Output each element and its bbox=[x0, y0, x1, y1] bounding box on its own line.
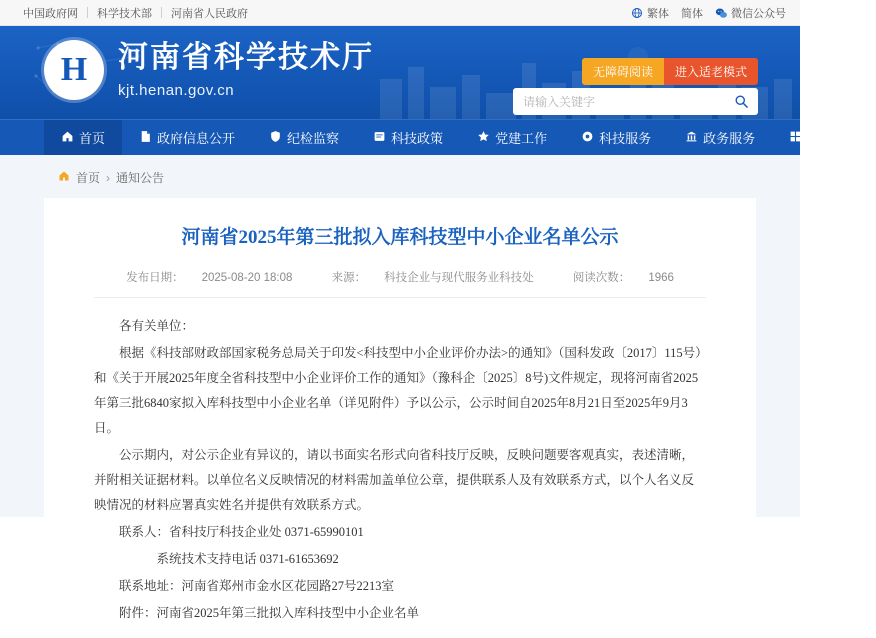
article-card bbox=[44, 198, 756, 638]
publish-date-value: 2025-08-20 18:08 bbox=[201, 271, 293, 284]
support-phone-value: 系统技术支持电话 0371-61653692 bbox=[156, 551, 339, 566]
search-icon[interactable] bbox=[732, 93, 750, 111]
top-links bbox=[14, 5, 257, 21]
top-utility-bar bbox=[0, 0, 800, 26]
banner-action-buttons bbox=[582, 58, 758, 85]
contact-person-value: 省科技厅科技企业处 0371-65990101 bbox=[169, 524, 364, 539]
nav-label-home: 首页 bbox=[79, 131, 106, 146]
contact-person-label: 联系人： bbox=[119, 524, 170, 539]
doc-icon bbox=[139, 130, 152, 146]
article-source bbox=[323, 272, 546, 284]
breadcrumb-separator: › bbox=[106, 170, 111, 185]
language-simplified[interactable] bbox=[681, 5, 703, 21]
paragraph-salutation: 各有关单位： bbox=[119, 318, 195, 333]
language-traditional[interactable] bbox=[631, 5, 669, 21]
shield-icon bbox=[269, 130, 282, 146]
logo-letter: H bbox=[60, 51, 88, 88]
nav-item-home[interactable] bbox=[44, 120, 122, 155]
globe-icon bbox=[631, 7, 643, 19]
nav-label-tech-service: 科技服务 bbox=[599, 131, 652, 146]
search-input[interactable] bbox=[521, 94, 732, 110]
site-title: 河南省科学技术厅 bbox=[118, 41, 374, 75]
wechat-icon bbox=[715, 7, 727, 19]
breadcrumb-item-home[interactable]: 首页 bbox=[76, 171, 101, 185]
wechat-label: 微信公众号 bbox=[731, 7, 786, 20]
views-value: 1966 bbox=[648, 271, 674, 284]
main-navigation bbox=[0, 119, 860, 155]
site-search[interactable] bbox=[513, 88, 758, 115]
home-icon bbox=[61, 130, 74, 146]
contact-address-line bbox=[94, 574, 706, 599]
breadcrumb bbox=[44, 155, 756, 198]
nav-item-gov-info[interactable] bbox=[122, 120, 252, 155]
star-icon bbox=[477, 130, 490, 146]
nav-item-policy[interactable] bbox=[356, 120, 460, 155]
top-link-gov-cn[interactable]: 中国政府网 bbox=[23, 7, 78, 20]
views-label: 阅读次数： bbox=[572, 271, 631, 284]
nav-label-policy: 科技政策 bbox=[391, 131, 444, 146]
paragraph-objection: 公示期内，对公示企业有异议的，请以书面实名形式向省科技厅反映，反映问题要客观真实，表述清晰，并附相关证据材料。以单位名义反映情况的材料需加盖单位公章，提供联系人及有效联系方式，以个人名义反映情况的材料应署真实姓名并提供有效联系方式。 bbox=[94, 447, 695, 512]
top-right-tools bbox=[631, 5, 786, 21]
gov-icon bbox=[685, 130, 698, 146]
top-link-most[interactable]: 科学技术部 bbox=[97, 7, 152, 20]
source-label: 来源： bbox=[331, 271, 367, 284]
article-meta bbox=[94, 269, 706, 298]
support-phone-line bbox=[94, 547, 706, 572]
language-traditional-label: 繁体 bbox=[647, 7, 669, 20]
brand-text bbox=[118, 41, 374, 99]
nav-label-gov-info: 政府信息公开 bbox=[157, 131, 236, 146]
site-banner bbox=[0, 26, 800, 119]
view-count bbox=[564, 272, 683, 284]
paragraph-basis: 根据《科技部财政部国家税务总局关于印发<科技型中小企业评价办法>的通知》（国科发政〔2017〕115号）和《关于开展2025年度全省科技型中小企业评价工作的通知》（豫科企〔2025〕8号)文件规定，现将河南省2025年第三批6840家拟入库科技型中小企业名单（详见附件）予以公示，公示时间自2025年8月21日至2025年9月3日。 bbox=[94, 345, 702, 435]
language-simplified-label: 简体 bbox=[681, 7, 703, 20]
nav-item-discipline[interactable] bbox=[252, 120, 356, 155]
nav-label-gov-service: 政务服务 bbox=[703, 131, 756, 146]
publish-date bbox=[117, 272, 305, 284]
top-link-henan-gov[interactable]: 河南省人民政府 bbox=[171, 7, 248, 20]
topic-icon bbox=[789, 130, 802, 146]
accessible-reading-button[interactable]: 无障碍阅读 bbox=[582, 58, 664, 85]
contact-address-value: 河南省郑州市金水区花园路27号2213室 bbox=[181, 578, 395, 593]
site-brand[interactable] bbox=[44, 40, 374, 100]
nav-label-discipline: 纪检监察 bbox=[287, 131, 340, 146]
contact-address-label: 联系地址： bbox=[119, 578, 182, 593]
page-body bbox=[0, 155, 800, 620]
nav-item-tech-service[interactable] bbox=[564, 120, 668, 155]
service-icon bbox=[581, 130, 594, 146]
publish-date-label: 发布日期： bbox=[126, 271, 184, 284]
nav-item-gov-service[interactable] bbox=[668, 120, 772, 155]
wechat-official-account[interactable] bbox=[715, 5, 786, 21]
home-icon bbox=[58, 170, 70, 185]
page-title: 河南省2025年第三批拟入库科技型中小企业名单公示 bbox=[181, 227, 619, 248]
nav-item-party-work[interactable] bbox=[460, 120, 564, 155]
breadcrumb-item-notice[interactable]: 通知公告 bbox=[116, 171, 165, 185]
elder-mode-button[interactable]: 进入适老模式 bbox=[664, 58, 758, 85]
nav-label-party-work: 党建工作 bbox=[495, 131, 548, 146]
site-logo-icon bbox=[44, 40, 104, 100]
attachment-link[interactable]: 附件：河南省2025年第三批拟入库科技型中小企业名单 bbox=[119, 605, 420, 620]
policy-icon bbox=[373, 130, 386, 146]
nav-item-tech-topics[interactable] bbox=[772, 120, 876, 155]
site-url: kjt.henan.gov.cn bbox=[118, 81, 235, 99]
article-content bbox=[94, 314, 706, 626]
source-value: 科技企业与现代服务业科技处 bbox=[384, 271, 534, 284]
nav-label-tech-topics: 科技专题 bbox=[807, 131, 860, 146]
contact-person-line bbox=[94, 520, 706, 545]
